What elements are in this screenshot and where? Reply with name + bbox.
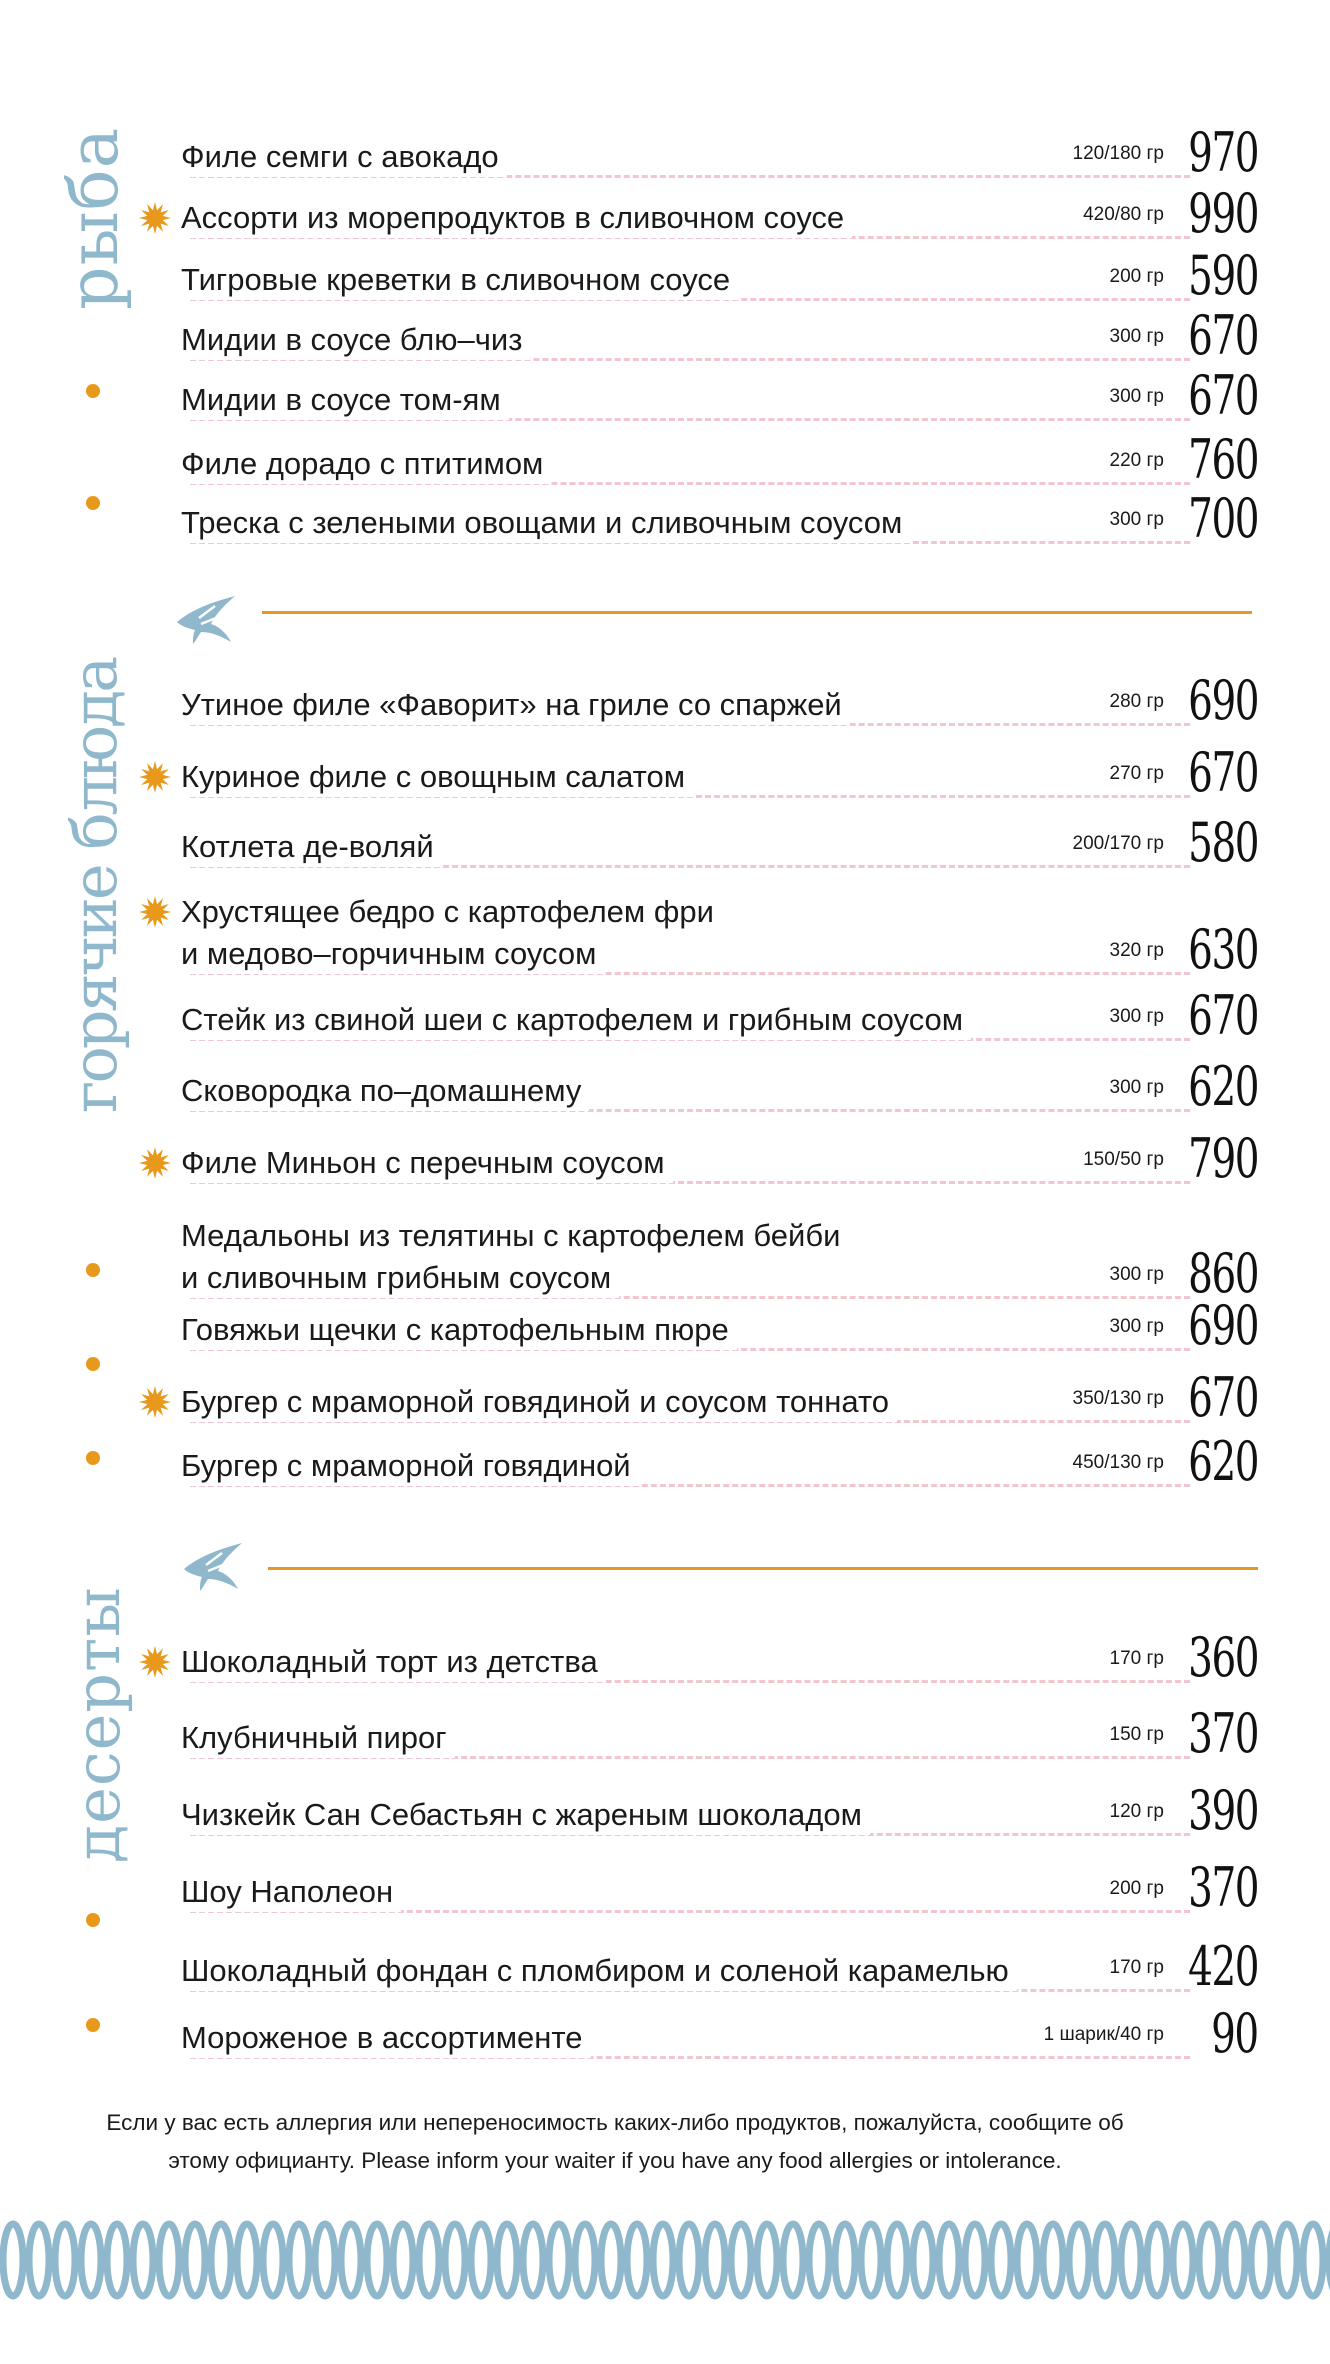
section-label-fish: рыба (55, 126, 134, 310)
dish-price: 370 (1188, 1856, 1258, 1919)
loop-pattern-segment (731, 2224, 751, 2296)
loop-pattern-segment (965, 2224, 985, 2296)
dish-weight: 280 гр (1104, 691, 1170, 713)
dish-name: Мороженое в ассортименте (181, 2018, 591, 2058)
dish-weight: 320 гр (1104, 940, 1170, 962)
loop-pattern-segment (263, 2224, 283, 2296)
loop-pattern-segment (1303, 2224, 1323, 2296)
dish-name: Филе дорадо с птитимом (181, 444, 551, 484)
loop-pattern-segment (55, 2224, 75, 2296)
dish-price: 700 (1188, 487, 1258, 550)
dish-name: Ассорти из морепродуктов в сливочном соусе (181, 198, 852, 238)
dish-weight: 420/80 гр (1077, 204, 1170, 226)
dish-price: 970 (1188, 121, 1258, 184)
sun-star-icon (138, 895, 172, 929)
loop-pattern-segment (497, 2224, 517, 2296)
loop-pattern-segment (1069, 2224, 1089, 2296)
loop-pattern-segment (1199, 2224, 1219, 2296)
loop-pattern-segment (393, 2224, 413, 2296)
dish-price: 760 (1188, 428, 1258, 491)
dish-name: Утиное филе «Фаворит» на гриле со спаржей (181, 685, 850, 725)
orange-dot-icon (86, 384, 100, 398)
dish-weight: 350/130 гр (1067, 1388, 1170, 1410)
dish-weight: 300 гр (1104, 326, 1170, 348)
loop-pattern-segment (1277, 2224, 1297, 2296)
loop-pattern-segment (757, 2224, 777, 2296)
dish-weight: 200/170 гр (1067, 833, 1170, 855)
loop-pattern-segment (315, 2224, 335, 2296)
dish-price: 670 (1188, 304, 1258, 367)
loop-pattern-segment (1095, 2224, 1115, 2296)
dish-weight: 220 гр (1104, 450, 1170, 472)
dish-name-line-2: и сливочным грибным соусом (181, 1258, 619, 1298)
loop-pattern-segment (29, 2224, 49, 2296)
loop-pattern-segment (341, 2224, 361, 2296)
dish-weight: 200 гр (1104, 1878, 1170, 1900)
dish-name: Куриное филе с овощным салатом (181, 757, 693, 797)
dish-weight: 150/50 гр (1077, 1149, 1170, 1171)
loop-pattern-segment (835, 2224, 855, 2296)
loop-pattern-segment (861, 2224, 881, 2296)
dish-price: 90 (1211, 2002, 1258, 2065)
loop-pattern-segment (783, 2224, 803, 2296)
sun-star-icon (138, 1645, 172, 1679)
dish-weight: 300 гр (1104, 386, 1170, 408)
dish-name: Мидии в соусе том-ям (181, 380, 509, 420)
dish-weight: 300 гр (1104, 1077, 1170, 1099)
dish-name: Тигровые креветки в сливочном соусе (181, 260, 738, 300)
orange-dot-icon (86, 496, 100, 510)
loop-pattern-segment (601, 2224, 621, 2296)
loop-pattern-segment (1147, 2224, 1167, 2296)
loop-pattern-segment (107, 2224, 127, 2296)
dish-price: 860 (1188, 1242, 1258, 1305)
loop-pattern-segment (159, 2224, 179, 2296)
dish-price: 590 (1188, 244, 1258, 307)
dish-weight: 300 гр (1104, 1264, 1170, 1286)
orange-dot-icon (86, 1913, 100, 1927)
orange-dot-icon (86, 1357, 100, 1371)
dish-price: 990 (1188, 182, 1258, 245)
dish-name: Шоколадный фондан с пломбиром и соленой карамелью (181, 1951, 1017, 1991)
dish-name: Клубничный пирог (181, 1718, 455, 1758)
dish-price: 670 (1188, 984, 1258, 1047)
dish-price: 790 (1188, 1127, 1258, 1190)
section-label-desserts: десерты (61, 1586, 134, 1863)
loop-pattern-segment (991, 2224, 1011, 2296)
orange-dot-icon (86, 2018, 100, 2032)
sun-star-icon (138, 201, 172, 235)
dish-name: Сковородка по–домашнему (181, 1071, 589, 1111)
allergy-notice (60, 2104, 1170, 2180)
allergy-notice-line-2: этому официанту. Please inform your waiter if you have any food allergies or intolerance. (168, 2148, 1062, 2173)
dish-weight: 150 гр (1104, 1724, 1170, 1746)
dish-name: Говяжьи щечки с картофельным пюре (181, 1310, 737, 1350)
dish-name: Бургер с мраморной говядиной и соусом тоннато (181, 1382, 897, 1422)
loop-pattern-segment (1043, 2224, 1063, 2296)
dish-name: Треска с зелеными овощами и сливочным соусом (181, 503, 910, 543)
loop-pattern-segment (627, 2224, 647, 2296)
loop-pattern-segment (1251, 2224, 1271, 2296)
dish-name: Котлета де-воляй (181, 827, 442, 867)
dish-weight: 300 гр (1104, 509, 1170, 531)
dish-weight: 120/180 гр (1067, 143, 1170, 165)
loop-pattern-segment (575, 2224, 595, 2296)
loop-pattern-segment (211, 2224, 231, 2296)
loop-pattern-segment (1017, 2224, 1037, 2296)
sun-star-icon (138, 1146, 172, 1180)
loop-pattern-segment (367, 2224, 387, 2296)
dish-name: Мидии в соусе блю–чиз (181, 320, 530, 360)
sun-star-icon (138, 1385, 172, 1419)
loop-pattern-segment (1121, 2224, 1141, 2296)
allergy-notice-line-1: Если у вас есть аллергия или непереносимость каких-либо продуктов, пожалуйста, сообщите об (106, 2110, 1124, 2135)
dish-weight: 270 гр (1104, 763, 1170, 785)
loop-pattern-segment (471, 2224, 491, 2296)
dish-price: 360 (1188, 1626, 1258, 1689)
loop-pattern-segment (1173, 2224, 1193, 2296)
dish-weight: 200 гр (1104, 266, 1170, 288)
swallow-bird-icon (175, 594, 239, 644)
dish-price: 580 (1188, 811, 1258, 874)
sun-star-icon (138, 760, 172, 794)
loop-pattern-segment (705, 2224, 725, 2296)
loop-pattern-segment (653, 2224, 673, 2296)
dish-price: 670 (1188, 1366, 1258, 1429)
dish-weight: 300 гр (1104, 1316, 1170, 1338)
dish-name: Бургер с мраморной говядиной (181, 1446, 639, 1486)
dish-name: Стейк из свиной шеи с картофелем и грибным соусом (181, 1000, 971, 1040)
loop-pattern-segment (549, 2224, 569, 2296)
dish-weight: 450/130 гр (1067, 1452, 1170, 1474)
loop-pattern-segment (679, 2224, 699, 2296)
loop-pattern-segment (185, 2224, 205, 2296)
loop-pattern-segment (419, 2224, 439, 2296)
dish-name: Медальоны из телятины с картофелем бейби (181, 1216, 848, 1256)
dish-price: 620 (1188, 1430, 1258, 1493)
dish-price: 420 (1188, 1935, 1258, 1998)
dish-weight: 1 шарик/40 гр (1038, 2024, 1170, 2046)
dish-weight: 120 гр (1104, 1801, 1170, 1823)
dish-name: Филе семги с авокадо (181, 137, 507, 177)
loop-pattern-icon (0, 2210, 1330, 2310)
dish-name: Чизкейк Сан Себастьян с жареным шоколадом (181, 1795, 870, 1835)
dish-name: Шоколадный торт из детства (181, 1642, 606, 1682)
dish-weight: 170 гр (1104, 1957, 1170, 1979)
loop-pattern-segment (237, 2224, 257, 2296)
loop-pattern-segment (887, 2224, 907, 2296)
section-label-hot: горячие блюда (58, 658, 131, 1113)
loop-pattern-segment (939, 2224, 959, 2296)
dish-name-line-2: и медово–горчичным соусом (181, 934, 604, 974)
loop-pattern-segment (523, 2224, 543, 2296)
swallow-bird-icon (182, 1541, 246, 1591)
dish-price: 690 (1188, 669, 1258, 732)
loop-pattern-segment (809, 2224, 829, 2296)
dish-price: 620 (1188, 1055, 1258, 1118)
orange-dot-icon (86, 1451, 100, 1465)
orange-dot-icon (86, 1263, 100, 1277)
dish-name: Хрустящее бедро с картофелем фри (181, 892, 722, 932)
loop-pattern-segment (289, 2224, 309, 2296)
dish-weight: 170 гр (1104, 1648, 1170, 1670)
dish-name: Филе Миньон с перечным соусом (181, 1143, 673, 1183)
loop-pattern-segment (1225, 2224, 1245, 2296)
loop-pattern-segment (3, 2224, 23, 2296)
dish-price: 630 (1188, 918, 1258, 981)
dish-name: Шоу Наполеон (181, 1872, 401, 1912)
loop-pattern-segment (913, 2224, 933, 2296)
dish-price: 670 (1188, 741, 1258, 804)
loop-pattern-segment (133, 2224, 153, 2296)
loop-pattern-segment (445, 2224, 465, 2296)
section-divider (268, 1567, 1258, 1570)
dish-price: 670 (1188, 364, 1258, 427)
dish-price: 390 (1188, 1779, 1258, 1842)
loop-pattern-segment (81, 2224, 101, 2296)
dish-price: 690 (1188, 1294, 1258, 1357)
section-divider (262, 611, 1252, 614)
dish-weight: 300 гр (1104, 1006, 1170, 1028)
dish-price: 370 (1188, 1702, 1258, 1765)
